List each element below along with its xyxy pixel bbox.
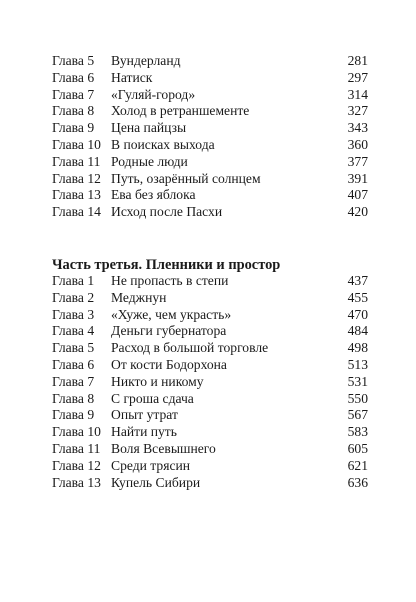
- toc-entry: [0, 306, 416, 324]
- toc-entry: [0, 440, 416, 458]
- toc-chapter-title: Деньги губернатора: [111, 323, 227, 339]
- toc-page-number: 437: [347, 273, 368, 288]
- toc-page-number: 531: [347, 373, 368, 389]
- toc-entry: [0, 186, 416, 204]
- toc-entry: [0, 390, 416, 408]
- toc-chapter-number: Глава 2: [52, 289, 95, 305]
- toc-chapter-number: Глава 5: [52, 340, 95, 356]
- toc-chapter-number: Глава 7: [52, 86, 95, 102]
- toc-chapter-title: Холод в ретраншементе: [111, 103, 250, 119]
- toc-page-number: 455: [347, 289, 368, 305]
- toc-entry: [0, 102, 416, 120]
- toc-entry: [0, 136, 416, 154]
- toc-entry: [0, 69, 416, 87]
- toc-page-number: 583: [347, 424, 368, 440]
- toc-page-number: 314: [347, 86, 368, 102]
- toc-chapter-number: Глава 4: [52, 323, 95, 339]
- toc-chapter-title: Меджнун: [111, 289, 167, 305]
- toc-entry: [0, 356, 416, 374]
- toc-chapter-title: Вундерланд: [111, 53, 181, 68]
- toc-chapter-number: Глава 8: [52, 103, 95, 119]
- toc-entry: [0, 119, 416, 137]
- toc-chapter-number: Глава 8: [52, 390, 95, 406]
- toc-chapter-title: Опыт утрат: [111, 407, 178, 423]
- toc-chapter-number: Глава 10: [52, 137, 101, 152]
- toc-chapter-number: Глава 12: [52, 170, 101, 186]
- toc-chapter-number: Глава 11: [52, 153, 101, 169]
- toc-chapter-title: «Гуляй-город»: [111, 86, 196, 102]
- toc-page-number: 513: [347, 357, 368, 372]
- toc-entry: [0, 423, 416, 441]
- toc-chapter-title: Никто и никому: [111, 373, 204, 389]
- toc-entry: [0, 289, 416, 307]
- toc-page-number: 621: [347, 457, 368, 473]
- toc-entry: [0, 52, 416, 70]
- toc-entry: [0, 86, 416, 104]
- toc-page-number: 297: [347, 69, 368, 85]
- toc-chapter-number: Глава 1: [52, 273, 95, 288]
- toc-chapter-number: Глава 12: [52, 457, 101, 473]
- toc-chapter-number: Глава 9: [52, 407, 95, 423]
- toc-chapter-title: В поисках выхода: [111, 137, 215, 152]
- toc-chapter-number: Глава 7: [52, 373, 95, 389]
- toc-chapter-title: Путь, озарённый солнцем: [111, 170, 261, 186]
- toc-chapter-title: «Хуже, чем украсть»: [111, 306, 232, 322]
- toc-chapter-title: Найти путь: [111, 424, 177, 440]
- toc-entry: [0, 322, 416, 340]
- toc-chapter-number: Глава 3: [52, 306, 95, 322]
- toc-page-number: 420: [347, 204, 368, 220]
- toc-page-number: 605: [347, 441, 368, 456]
- toc-chapter-title: С гроша сдача: [111, 390, 194, 406]
- toc-entry: [0, 373, 416, 391]
- toc-entry: [0, 339, 416, 357]
- toc-chapter-title: Купель Сибири: [111, 474, 201, 490]
- toc-entry: [0, 406, 416, 424]
- toc-chapter-number: Глава 11: [52, 441, 101, 456]
- toc-page-number: 484: [347, 323, 368, 339]
- toc-page-number: 281: [347, 53, 368, 68]
- toc-chapter-title: Среди трясин: [111, 457, 191, 473]
- toc-chapter-title: Расход в большой торговле: [111, 340, 269, 356]
- toc-chapter-title: От кости Бодорхона: [111, 357, 227, 372]
- toc-page-number: 636: [347, 474, 368, 490]
- toc-page-number: 377: [347, 153, 368, 169]
- toc-chapter-title: Цена пайцзы: [111, 120, 187, 136]
- toc-chapter-number: Глава 10: [52, 424, 101, 440]
- part-three-heading: Часть третья. Пленники и простор: [52, 257, 281, 273]
- toc-page-number: 470: [347, 306, 368, 322]
- toc-entry: [0, 170, 416, 188]
- toc-entry: [0, 457, 416, 475]
- toc-chapter-number: Глава 14: [52, 204, 101, 220]
- toc-page-number: 327: [347, 103, 368, 119]
- toc-chapter-title: Не пропасть в степи: [111, 273, 229, 288]
- toc-chapter-title: Ева без яблока: [111, 187, 196, 203]
- toc-chapter-title: Родные люди: [111, 153, 188, 169]
- toc-page-number: 360: [347, 137, 368, 152]
- toc-chapter-title: Воля Всевышнего: [111, 441, 216, 456]
- toc-page-number: 567: [347, 407, 368, 423]
- toc-chapter-number: Глава 13: [52, 187, 101, 203]
- toc-chapter-number: Глава 9: [52, 120, 95, 136]
- toc-chapter-number: Глава 6: [52, 69, 95, 85]
- toc-page-number: 498: [347, 340, 368, 356]
- toc-chapter-title: Натиск: [111, 69, 153, 85]
- toc-page-number: 550: [347, 390, 368, 406]
- toc-page-number: 343: [347, 120, 368, 136]
- toc-entry: [0, 272, 416, 290]
- toc-entry: [0, 203, 416, 221]
- toc-chapter-title: Исход после Пасхи: [111, 204, 223, 220]
- toc-page-number: 391: [347, 170, 368, 186]
- toc-entry: [0, 474, 416, 492]
- toc-entry: [0, 153, 416, 171]
- toc-chapter-number: Глава 6: [52, 357, 95, 372]
- toc-chapter-number: Глава 13: [52, 474, 101, 490]
- toc-page-number: 407: [347, 187, 368, 203]
- toc-chapter-number: Глава 5: [52, 53, 95, 68]
